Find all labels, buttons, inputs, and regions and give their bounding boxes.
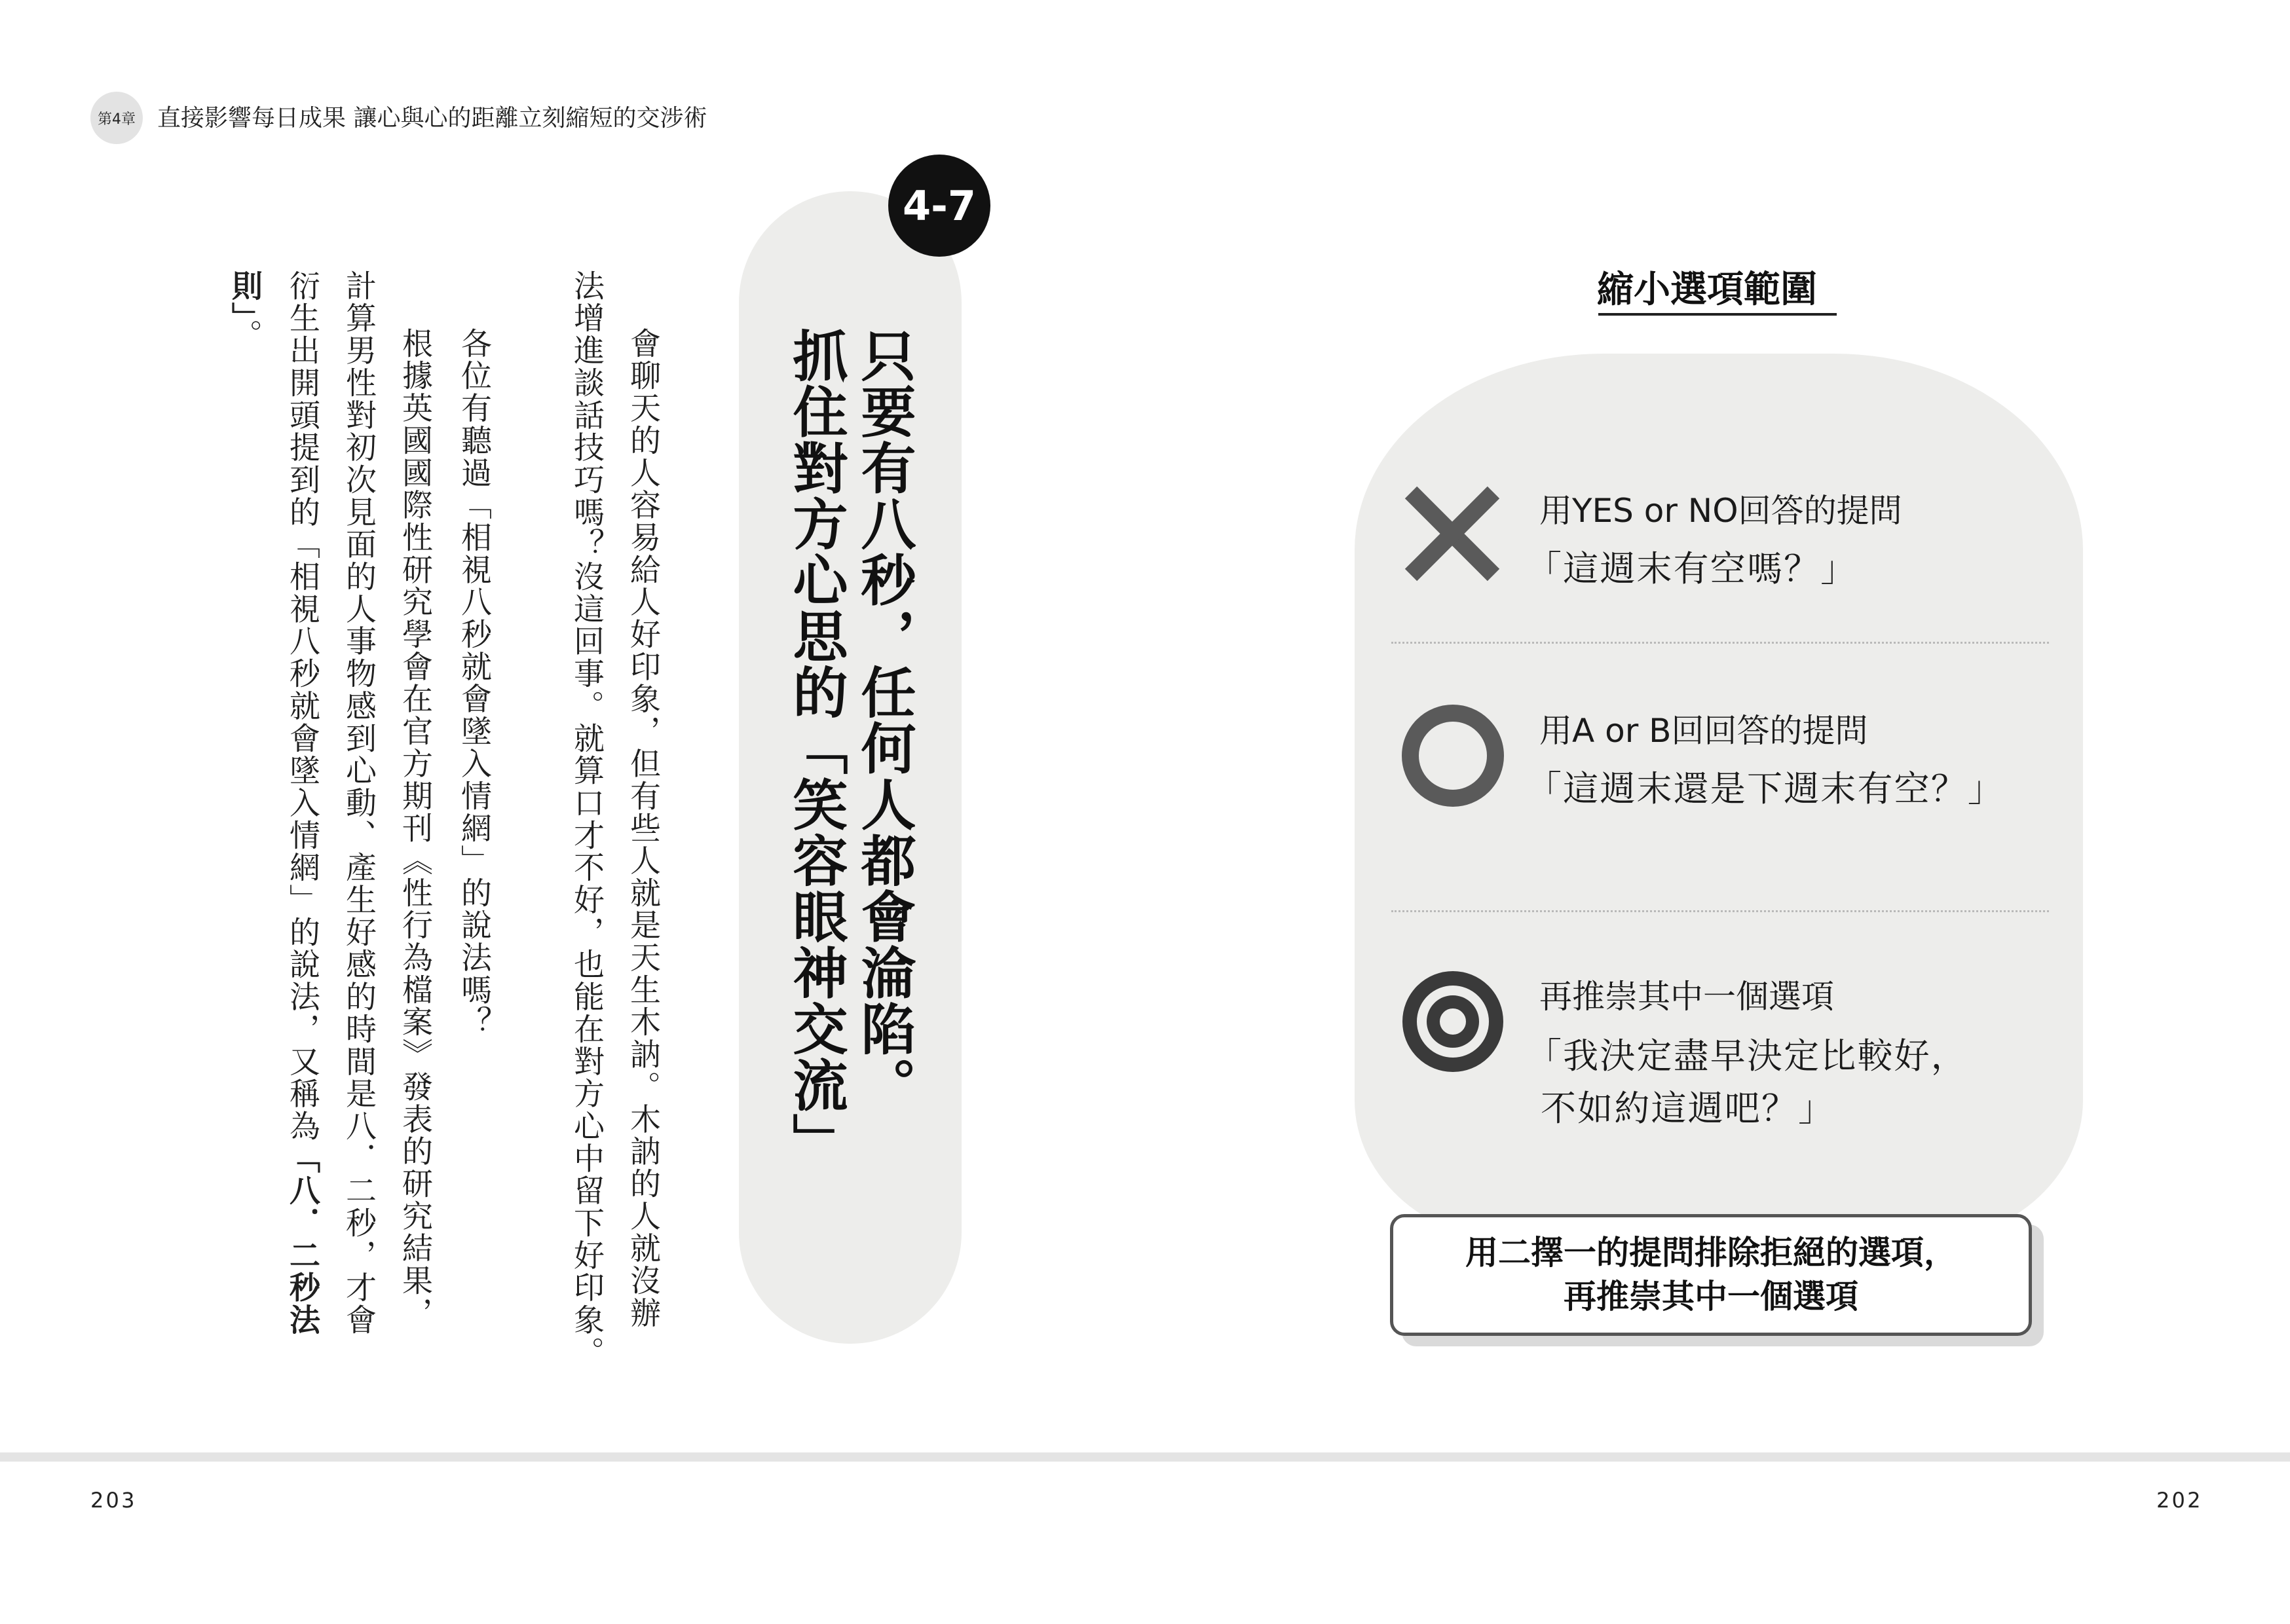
body-text-column: 會聊天的人容易給人好印象，但有些人就是天生木訥。木訥的人就沒辦 bbox=[625, 327, 661, 1329]
body-text-column: 各位有聽過「相視八秒就會墜入情網」的說法嗎？ bbox=[456, 327, 492, 1039]
emphasis-text: 則」 bbox=[227, 270, 263, 320]
option-label: 再推崇其中一個選項 bbox=[1539, 978, 1834, 1016]
option-quote: 「我決定盡早決定比較好， bbox=[1526, 1035, 1968, 1077]
option-quote: 「這週末有空嗎？」 bbox=[1526, 548, 1858, 589]
title-blob bbox=[739, 191, 962, 1344]
body-text-column: 法增進談話技巧嗎？沒這回事。就算口才不好，也能在對方心中留下好印象。 bbox=[569, 270, 605, 1369]
option-label: 用YES or NO回答的提問 bbox=[1539, 492, 1902, 530]
diagram-title-underline bbox=[1598, 313, 1837, 316]
option-quote: 不如約這週吧？」 bbox=[1541, 1088, 1835, 1129]
cross-icon bbox=[1402, 483, 1503, 584]
page-number-right: 202 bbox=[2156, 1488, 2203, 1513]
summary-line: 用二擇一的提問排除拒絕的選項， bbox=[1465, 1233, 1957, 1272]
chapter-title: 直接影響每日成果 讓心與心的距離立刻縮短的交涉術 bbox=[157, 105, 707, 132]
summary-line: 再推崇其中一個選項 bbox=[1564, 1278, 1858, 1316]
section-title-line-1: 只要有八秒，任何人都會淪陷。 bbox=[852, 327, 916, 1113]
divider bbox=[1391, 910, 2049, 912]
chapter-badge: 第4章 bbox=[90, 92, 143, 144]
page-number-left: 203 bbox=[90, 1488, 137, 1513]
body-text-column bbox=[284, 270, 320, 1337]
circle-icon bbox=[1400, 703, 1505, 808]
summary-box bbox=[1390, 1214, 2032, 1336]
body-text: 衍生出開頭提到的「相視八秒就會墜入情網」的說法，又稱為 bbox=[284, 270, 320, 1143]
double-circle-icon bbox=[1400, 969, 1505, 1074]
body-text-column: 根據英國國際性研究學會在官方期刊《性行為檔案》發表的研究結果， bbox=[397, 327, 433, 1329]
divider bbox=[1391, 642, 2049, 644]
option-label: 用A or B回回答的提問 bbox=[1539, 712, 1868, 750]
section-number-badge: 4-7 bbox=[888, 155, 990, 257]
footer-rule bbox=[0, 1452, 2290, 1462]
section-title-line-2: 抓住對方心思的「笑容眼神交流」 bbox=[784, 327, 848, 1170]
body-text-column: 計算男性對初次見面的人事物感到心動、產生好感的時間是八．二秒，才會 bbox=[341, 270, 377, 1337]
body-text: 。 bbox=[227, 319, 263, 352]
emphasis-text: 「八．二秒法 bbox=[284, 1142, 320, 1337]
body-text-column bbox=[227, 270, 263, 352]
option-quote: 「這週末還是下週末有空？」 bbox=[1526, 768, 2005, 809]
diagram-title: 縮小選項範圍 bbox=[1597, 268, 1817, 311]
